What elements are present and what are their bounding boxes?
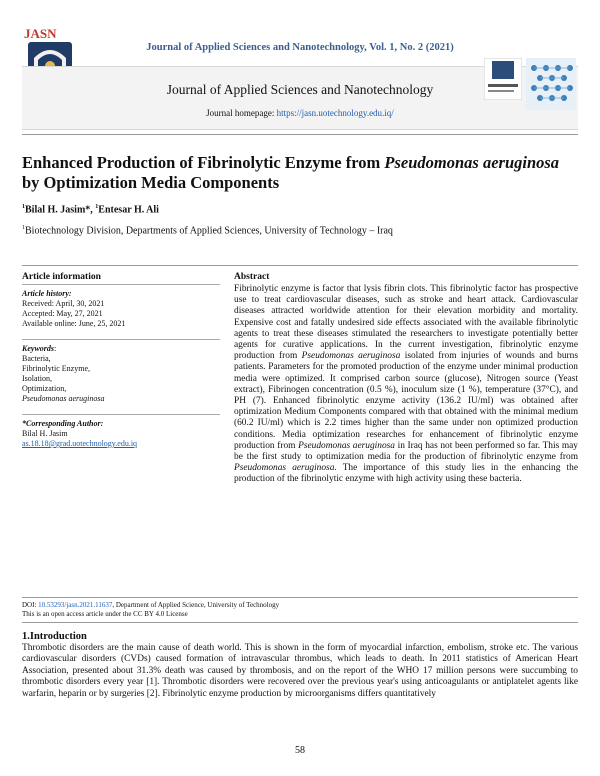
received-date: Received: April, 30, 2021 [22,299,105,308]
corresponding-email[interactable]: as.18.18@grad.uotechnology.edu.iq [22,439,138,448]
info-top-divider [22,265,578,266]
abstract-text-4: . The importance of this study lies in the enhancing the production of the fibrinolytic enzyme with high activity using these bacteria. [234,463,578,485]
article-info [22,271,222,449]
journal-homepage [0,108,600,118]
abstract-text-3: in Iraq has not been performed so far. This may be the first study to optimization media for the production of fibrinolytic enzyme from [234,440,578,463]
homepage-link[interactable]: https://jasn.uotechnology.edu.iq/ [276,108,394,118]
keywords-label: Keywords [22,344,54,353]
keyword-item: Optimization, [22,384,67,393]
affiliation-text: Biotechnology Division, Departments of Applied Sciences, University of Technology – Iraq [25,225,393,237]
doi-department: , Department of Applied Science, University of Technology [112,601,280,609]
keyword-item: Bacteria, [22,354,51,363]
abstract-text-2: isolated from injuries of wounds and burns patients. Parameters for the promoted production of the enzyme under minimal production media were optimized. It comprised carbon source (glucose), Nitrogen source (Yeast extract), Fibrinogen concentration (0.5 %), inoculum size (1 %), temperature (37°C), and PH (7). Enhanced fibrinolytic enzyme activity (136.2 IU/ml) was obtained after optimization Medium Components compared with that obtained with the minimal medium (60.2 IU/ml) which is 2.2 times higher than the same under non optimized production conditions. Media optimization researches for enhancement of fibrinolytic enzyme production from [234,351,578,451]
affiliation [22,225,393,236]
keyword-item: Isolation, [22,374,52,383]
corresponding-name: Bilal H. Jasim [22,429,68,438]
author1: Bilal H. Jasim*, [25,204,96,216]
journal-header-title: Journal of Applied Sciences and Nanotechnology [166,82,434,97]
keywords-label-line: Keywords: [22,344,57,353]
abstract-heading: Abstract [234,272,270,282]
doi-block [22,601,578,619]
doi-divider [22,597,578,598]
page-number: 58 [295,745,305,756]
doi-line [22,601,578,610]
homepage-label: Journal homepage: [206,108,277,118]
keyword-item: Fibrinolytic Enzyme, [22,364,90,373]
title-text-2: by Optimization Media Components [22,173,280,192]
doi-link[interactable]: 10.53293/jasn.2021.11637 [38,601,113,609]
doi-label: DOI: [22,601,39,609]
keyword-item: Pseudomonas aeruginosa [22,394,105,403]
history-label: Article history: [22,289,72,298]
introduction-body: Thrombotic disorders are the main cause of death world. This is shown in the form of myocardial infarction, embolism, stroke etc. The various cardiovascular disorders (CVDs) caused formation of intravascular thrombus, which leads to death. In 2011 statistics of American Heart Association, presented about 31.3% death was caused by thrombosis, and on the report of the WHO 17 million persons were succumbing to thrombotic disorders every year [1]. Thrombotic disorders were recovered over the previous year's using anticoagulants or antiplatelet agents like warfarin, heparin or by surgeries [2]. Fibrinolytic enzyme production by microorganisms differs quantitatively [22,643,578,699]
title-text-1: Enhanced Production of Fibrinolytic Enzyme from [22,153,385,172]
abstract-species-3: Pseudomonas aeruginosa [234,463,335,474]
article-info-heading: Article information [22,272,101,282]
abstract-text-1: Fibrinolytic enzyme is factor that lysis fibrin clots. This fibrinolytic factor has prospective use to treat cardiovascular diseases, such as stroke and heart attack. Cardiovascular diseases attracted worldwide attention for their elevation morbidity and mortality. Expensive cost and fatally undesired side effects associated with the available fibrinolytic agents to treat these diseases stimulated the researchers to investigate potentially better agents for curative applications. In the current investigation, fibrinolytic enzyme production from [234,284,578,362]
available-date: Available online: June, 25, 2021 [22,319,126,328]
corresponding-divider [22,414,220,415]
article-info-divider [22,284,220,285]
affiliation-sup: 1 [22,225,25,231]
header-divider [22,134,578,135]
abstract-body [234,284,578,486]
abstract [234,271,578,486]
author1-sup: 1 [22,204,25,210]
author2: Entesar H. Ali [98,204,159,216]
abstract-species-1: Pseudomonas aeruginosa [301,351,401,362]
title-species: Pseudomonas aeruginosa [384,153,560,172]
accepted-date: Accepted: May, 27, 2021 [22,309,103,318]
license-line: This is an open access article under the CC BY 4.0 License [22,610,188,618]
author2-sup: 1 [95,204,99,210]
abstract-species-2: Pseudomonas aeruginosa [298,440,395,451]
journal-cover-thumbnail [484,58,522,100]
article-title [22,153,578,193]
doi-bottom-divider [22,622,578,623]
journal-running-title: Journal of Applied Sciences and Nanotechnology, Vol. 1, No. 2 (2021) [146,42,454,53]
nanostructure-graphic [526,58,576,110]
keywords-divider [22,339,220,340]
authors [22,204,159,215]
logo-text: JASN [24,26,57,41]
corresponding-label: *Corresponding Author: [22,419,104,428]
introduction-heading: 1.Introduction [22,631,87,642]
